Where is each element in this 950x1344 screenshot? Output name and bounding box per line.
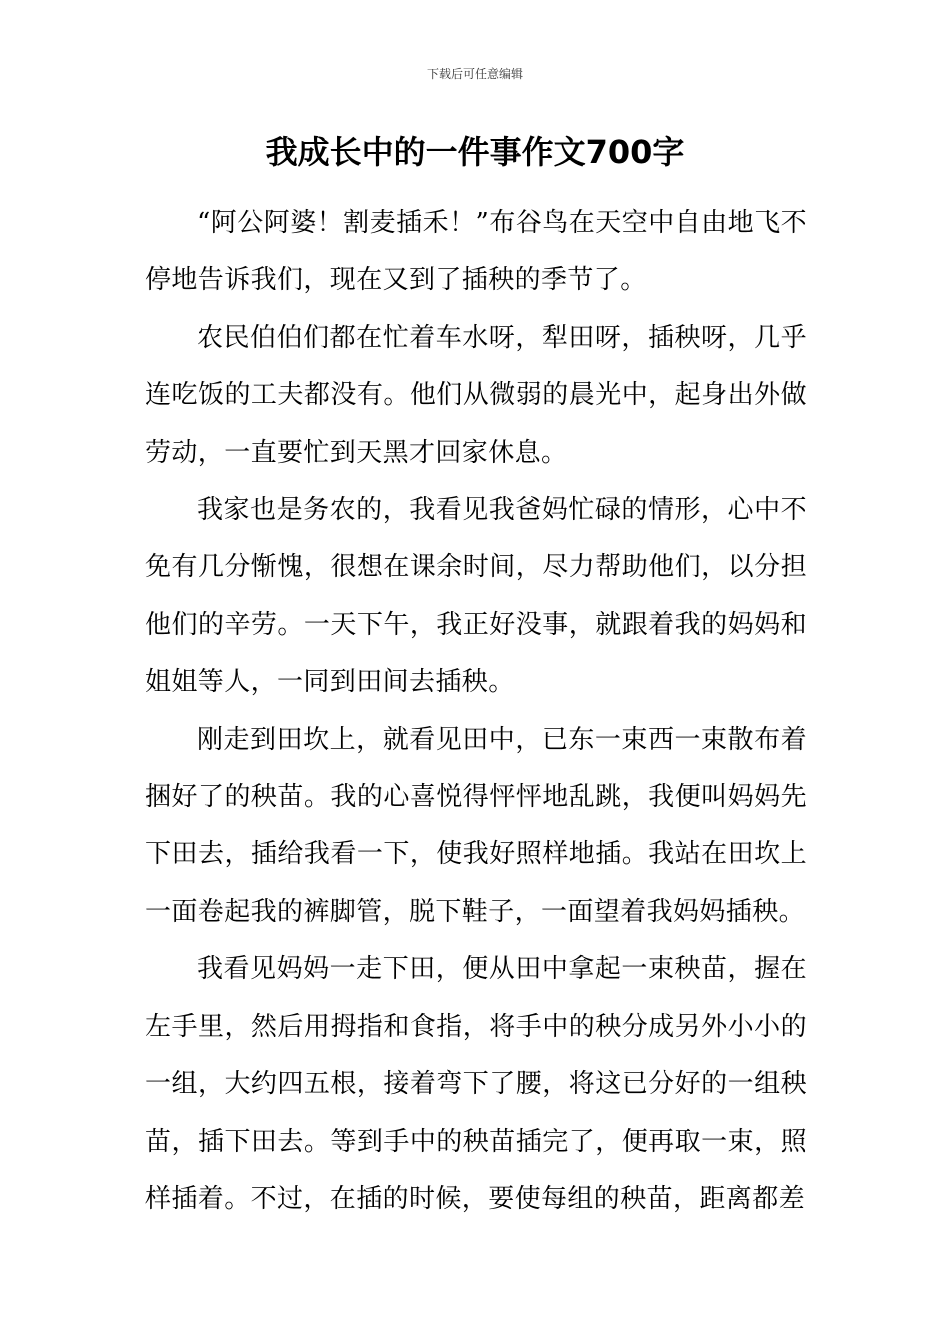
paragraph-3: 我家也是务农的，我看见我爸妈忙碌的情形，心中不免有几分惭愧，很想在课余时间，尽力帮助他们，以分担他们的辛劳。一天下午，我正好没事，就跟着我的妈妈和姐姐等人，一同到田间去插秧。 bbox=[145, 495, 807, 698]
header-note: 下载后可任意编辑 bbox=[426, 67, 523, 81]
article-body bbox=[145, 195, 807, 1228]
paragraph-2: 农民伯伯们都在忙着车水呀，犁田呀，插秧呀，几乎连吃饭的工夫都没有。他们从微弱的晨光中，起身出外做劳动，一直要忙到天黑才回家休息。 bbox=[145, 322, 807, 468]
paragraph-5: 我看见妈妈一走下田，便从田中拿起一束秧苗，握在左手里，然后用拇指和食指，将手中的秧分成另外小小的一组，大约四五根，接着弯下了腰，将这已分好的一组秧苗，插下田去。等到手中的秧苗插完了，便再取一束，照样插着。不过，在插的时候，要使每组的秧苗，距离都差 bbox=[145, 954, 807, 1214]
page-title: 我成长中的一件事作文700字 bbox=[265, 133, 685, 171]
paragraph-1: “阿公阿婆！割麦插禾！”布谷鸟在天空中自由地飞不停地告诉我们，现在又到了插秧的季节了。 bbox=[145, 208, 807, 296]
paragraph-4: 刚走到田坎上，就看见田中，已东一束西一束散布着捆好了的秧苗。我的心喜悦得怦怦地乱跳，我便叫妈妈先下田去，插给我看一下，使我好照样地插。我站在田坎上一面卷起我的裤脚管，脱下鞋子，一面望着我妈妈插秧。 bbox=[145, 724, 807, 927]
